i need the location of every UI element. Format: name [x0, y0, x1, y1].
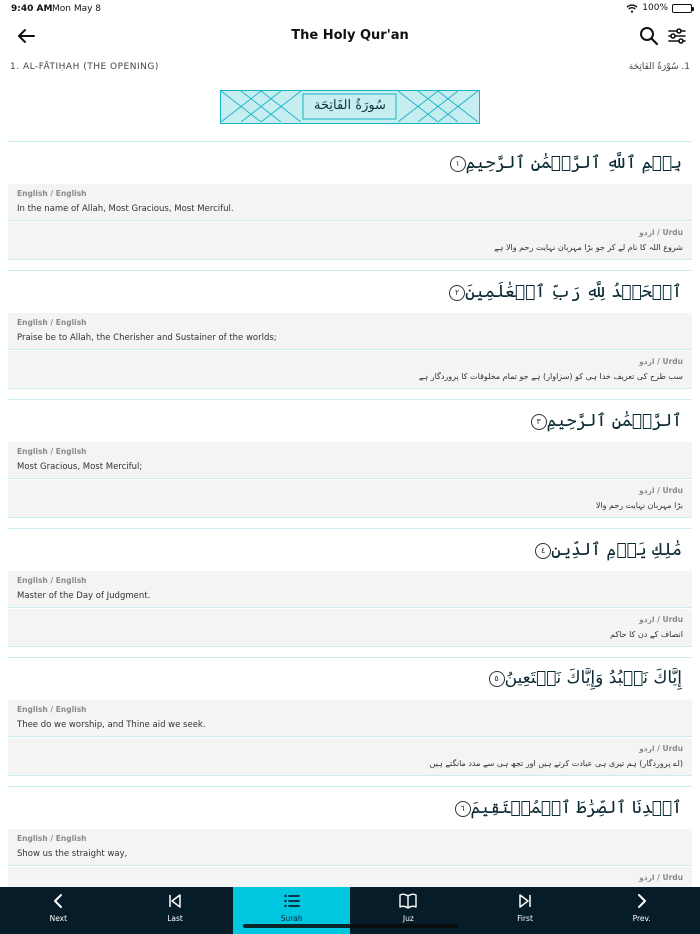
- translation-text: (اے پروردگار) ہم تیری ہی عبادت کرتے ہیں اور تجھ ہی سے مدد مانگتے ہیں: [429, 759, 683, 768]
- translation-label: اردو / Urdu: [639, 357, 683, 366]
- translation-text: Master of the Day of Judgment.: [17, 591, 151, 601]
- verse-card[interactable]: [8, 270, 692, 389]
- translation-label: English / English: [17, 705, 87, 714]
- tab-label: Next: [49, 914, 68, 923]
- skip-forward-icon: [516, 892, 534, 910]
- surah-header: [10, 62, 690, 76]
- tab-last[interactable]: [117, 887, 234, 934]
- translation-english: [8, 700, 692, 737]
- verse-arabic: [18, 281, 682, 311]
- translation-label: English / English: [17, 576, 87, 585]
- tab-prev[interactable]: [583, 887, 700, 934]
- nav-bar: [0, 20, 700, 52]
- translation-urdu: [8, 222, 692, 260]
- translation-text: شروع اللہ کا نام لے کر جو بڑا مہربان نہایت رحم والا ہے: [494, 243, 683, 252]
- sliders-icon[interactable]: [666, 25, 688, 47]
- tab-label: First: [517, 914, 533, 923]
- book-icon: [399, 892, 417, 910]
- verse-card[interactable]: [8, 657, 692, 776]
- tab-label: Prev.: [632, 914, 651, 923]
- chevron-right-icon: [633, 892, 651, 910]
- page-title: The Holy Qur'an: [291, 28, 409, 43]
- translation-text: انصاف کے دن کا حاکم: [610, 630, 683, 639]
- verse-arabic-text: ٱهۡدِنَا ٱلصِّرَٰطَ ٱلۡمُسۡتَقِيمَ: [470, 798, 682, 818]
- translation-label: اردو / Urdu: [639, 744, 683, 753]
- verse-arabic: [18, 668, 682, 698]
- ayah-number-badge: ٦: [455, 801, 471, 817]
- tab-label: Juz: [402, 914, 414, 923]
- verse-arabic-text: إِيَّاكَ نَعۡبُدُ وَإِيَّاكَ نَسۡتَعِينُ: [504, 668, 682, 688]
- translation-label: اردو / Urdu: [639, 486, 683, 495]
- verse-arabic: [18, 797, 682, 827]
- tab-first[interactable]: [467, 887, 584, 934]
- translation-english: [8, 313, 692, 350]
- search-icon[interactable]: [638, 25, 660, 47]
- translation-text: بڑا مہربان نہایت رحم والا: [595, 501, 683, 510]
- surah-banner: [220, 90, 480, 124]
- translation-urdu: [8, 867, 692, 887]
- verse-arabic-text: بِسۡمِ ٱللَّهِ ٱلرَّحۡمَٰنِ ٱلرَّحِيمِ: [465, 153, 682, 173]
- translation-urdu: [8, 738, 692, 776]
- home-indicator[interactable]: [243, 924, 458, 928]
- translation-text: سب طرح کی تعریف خدا ہی کو (سزاوار) ہے جو تمام مخلوقات کا پروردگار ہے: [418, 372, 683, 381]
- verse-list[interactable]: [8, 141, 692, 887]
- surah-name-arabic: 1. سُوْرَةُ الفَاتِحَة: [628, 62, 690, 72]
- translation-urdu: [8, 351, 692, 389]
- translation-english: [8, 442, 692, 479]
- verse-card[interactable]: [8, 141, 692, 260]
- translation-label: اردو / Urdu: [639, 873, 683, 882]
- ayah-number-badge: ١: [450, 156, 466, 172]
- tab-label: Surah: [280, 914, 303, 923]
- ayah-number-badge: ٢: [449, 285, 465, 301]
- translation-english: [8, 184, 692, 221]
- tab-next[interactable]: [0, 887, 117, 934]
- translation-text: Most Gracious, Most Merciful;: [17, 462, 143, 472]
- translation-english: [8, 571, 692, 608]
- list-icon: [283, 892, 301, 910]
- verse-arabic-text: ٱلرَّحۡمَٰنِ ٱلرَّحِيمِ: [546, 411, 682, 431]
- ayah-number-badge: ٤: [535, 543, 551, 559]
- chevron-left-icon: [49, 892, 67, 910]
- ayah-number-badge: ٣: [531, 414, 547, 430]
- wifi-icon: [626, 4, 638, 13]
- banner-surah-title: سُورَةُ الفَاتِحَة: [314, 98, 386, 113]
- verse-arabic: [18, 410, 682, 440]
- battery-percent: 100%: [642, 3, 668, 13]
- translation-label: English / English: [17, 447, 87, 456]
- translation-label: اردو / Urdu: [639, 228, 683, 237]
- translation-label: English / English: [17, 834, 87, 843]
- translation-label: اردو / Urdu: [639, 615, 683, 624]
- status-time: 9:40 AM: [11, 4, 53, 14]
- verse-arabic: [18, 152, 682, 182]
- translation-urdu: [8, 480, 692, 518]
- skip-back-icon: [166, 892, 184, 910]
- ayah-number-badge: ٥: [489, 671, 505, 687]
- translation-text: Thee do we worship, and Thine aid we seek.: [17, 720, 206, 730]
- verse-card[interactable]: [8, 528, 692, 647]
- status-date: Mon May 8: [52, 4, 102, 14]
- verse-card[interactable]: [8, 399, 692, 518]
- verse-arabic-text: مَٰلِكِ يَوۡمِ ٱلدِّينِ: [551, 540, 682, 560]
- translation-text: In the name of Allah, Most Gracious, Most Merciful.: [17, 204, 234, 214]
- battery-icon: [672, 4, 692, 13]
- surah-name-english: 1. AL-FĀTIḤAH (THE OPENING): [10, 62, 159, 72]
- translation-label: English / English: [17, 318, 87, 327]
- verse-arabic-text: ٱلۡحَمۡدُ لِلَّهِ رَبِّ ٱلۡعَٰلَمِينَ: [465, 282, 682, 302]
- tab-label: Last: [167, 914, 183, 923]
- translation-label: English / English: [17, 189, 87, 198]
- status-right: [626, 3, 692, 13]
- translation-text: Praise be to Allah, the Cherisher and Sustainer of the worlds;: [17, 333, 277, 343]
- translation-english: [8, 829, 692, 866]
- verse-arabic: [18, 539, 682, 569]
- translation-urdu: [8, 609, 692, 647]
- translation-text: Show us the straight way,: [17, 849, 128, 859]
- status-bar: [0, 0, 700, 18]
- verse-card[interactable]: [8, 786, 692, 887]
